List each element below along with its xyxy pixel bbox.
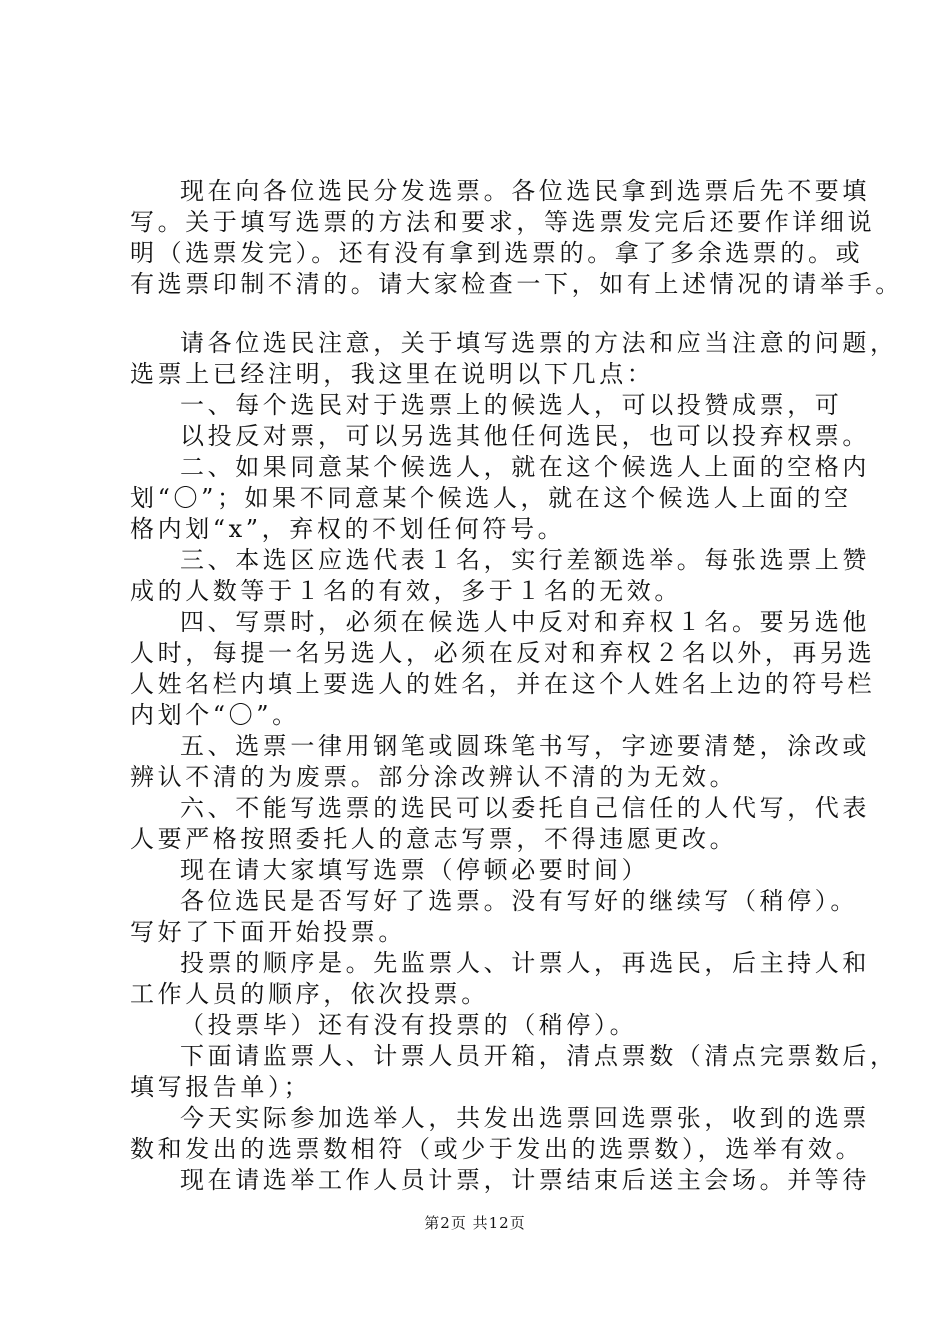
text-line: 选票上已经注明，我这里在说明以下几点： (130, 360, 655, 388)
text-line: 明（选票发完）。还有没有拿到选票的。拿了多余选票的。或 (130, 239, 864, 267)
text-line: 四、写票时，必须在候选人中反对和弃权１名。要另选他 (180, 608, 870, 636)
text-line: 请各位选民注意，关于填写选票的方法和应当注意的问题， (180, 329, 898, 357)
text-line: 划“〇”；如果不同意某个候选人，就在这个候选人上面的空 (130, 484, 852, 512)
text-line: 今天实际参加选举人，共发出选票回选票张，收到的选票 (180, 1104, 870, 1132)
text-line: 现在向各位选民分发选票。各位选民拿到选票后先不要填 (180, 177, 870, 205)
text-line: 五、选票一律用钢笔或圆珠笔书写，字迹要清楚，涂改或 (180, 732, 870, 760)
text-line: 人时，每提一名另选人，必须在反对和弃权２名以外，再另选 (130, 639, 876, 667)
text-line: 下面请监票人、计票人员开箱，清点票数（清点完票数后， (180, 1042, 898, 1070)
text-line: 内划个“〇”。 (130, 701, 300, 729)
text-line: 人要严格按照委托人的意志写票，不得违愿更改。 (130, 825, 738, 853)
text-line: （投票毕）还有没有投票的（稍停）。 (180, 1011, 638, 1039)
text-line: 写好了下面开始投票。 (130, 918, 406, 946)
text-line: 三、本选区应选代表１名，实行差额选举。每张选票上赞 (180, 546, 870, 574)
text-line: 二、如果同意某个候选人，就在这个候选人上面的空格内 (180, 453, 870, 481)
text-line: 数和发出的选票数相符（或少于发出的选票数），选举有效。 (130, 1135, 864, 1163)
text-line: 六、不能写选票的选民可以委托自己信任的人代写，代表 (180, 794, 870, 822)
text-line: 工作人员的顺序，依次投票。 (130, 980, 489, 1008)
page-number: 第2页 共12页 (424, 1214, 526, 1232)
text-line: 写。关于填写选票的方法和要求，等选票发完后还要作详细说 (130, 208, 876, 236)
text-line: 辨认不清的为废票。部分涂改辨认不清的为无效。 (130, 763, 738, 791)
text-line: 格内划“x”，弃权的不划任何符号。 (130, 515, 566, 543)
text-line: 一、每个选民对于选票上的候选人，可以投赞成票，可 (180, 391, 843, 419)
text-line: 有选票印制不清的。请大家检查一下，如有上述情况的请举手。 (130, 270, 903, 298)
text-line: 现在请大家填写选票（停顿必要时间） (180, 856, 650, 884)
text-line: 以投反对票，可以另选其他任何选民，也可以投弃权票。 (180, 422, 870, 450)
text-line: 成的人数等于１名的有效，多于１名的无效。 (130, 577, 682, 605)
text-line: 现在请选举工作人员计票，计票结束后送主会场。并等待 (180, 1166, 870, 1194)
text-line: 填写报告单）； (130, 1073, 312, 1101)
text-line: 各位选民是否写好了选票。没有写好的继续写（稍停）。 (180, 887, 858, 915)
text-line: 投票的顺序是。先监票人、计票人，再选民，后主持人和 (180, 949, 870, 977)
text-line: 人姓名栏内填上要选人的姓名，并在这个人姓名上边的符号栏 (130, 670, 876, 698)
